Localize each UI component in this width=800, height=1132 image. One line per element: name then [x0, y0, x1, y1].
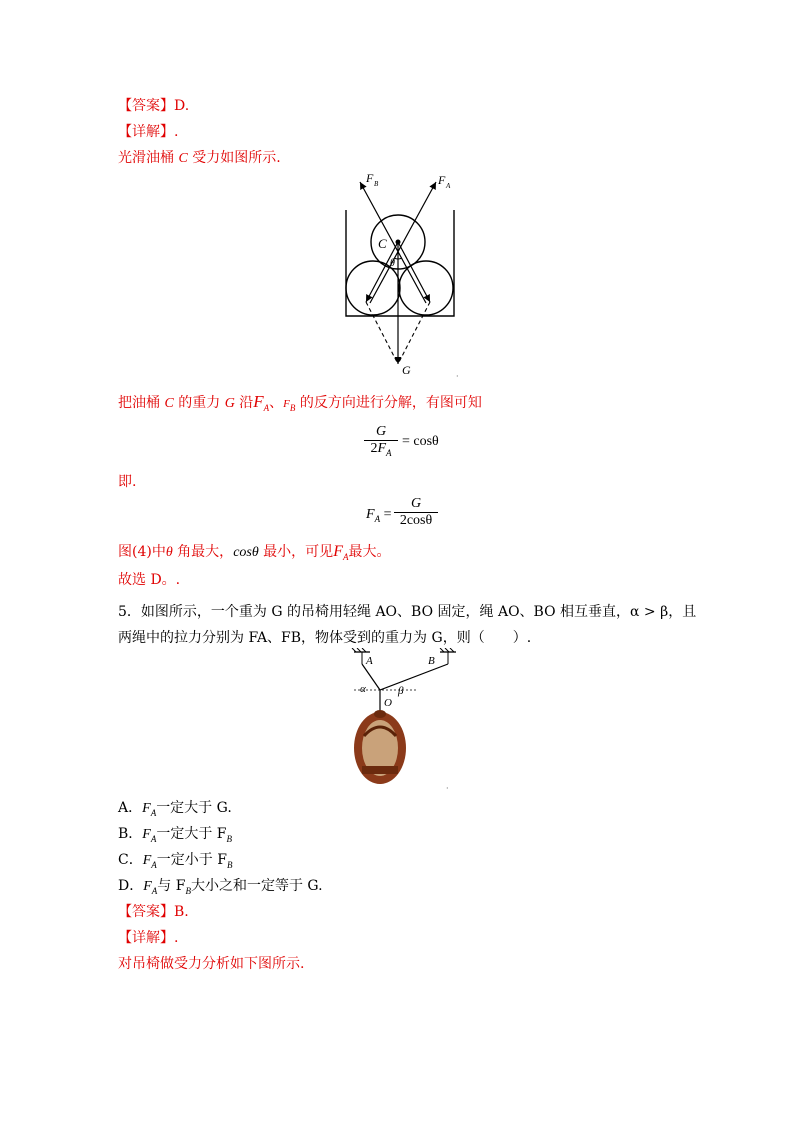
option-letter: B． [118, 826, 143, 842]
answer-line-1 [118, 96, 189, 116]
decomp-left-arrow [366, 242, 398, 302]
eq: = [383, 507, 392, 522]
sub: A [151, 885, 158, 896]
sub: B [185, 885, 191, 896]
dot-mark: · [456, 372, 459, 381]
var-c: C [178, 151, 188, 166]
text: 沿 [234, 395, 254, 411]
option-letter: D． [118, 878, 144, 894]
option-d[interactable] [118, 876, 323, 901]
sub: A [150, 833, 157, 844]
label-fa-sub: A [446, 182, 451, 190]
answer-value: B. [174, 904, 189, 920]
label-c: C [378, 236, 387, 251]
var-cos: cosθ [233, 545, 259, 560]
detail-line-1 [118, 122, 178, 142]
sub: A [150, 807, 157, 818]
text: 受力如图所示. [187, 150, 281, 166]
label-alpha: α [360, 683, 366, 695]
answer-tag: 【答案】 [118, 904, 174, 920]
text: 最大。 [348, 544, 391, 560]
text: 的反方向进行分解，有图可知 [295, 395, 482, 411]
label-a: A [366, 655, 373, 667]
formula2-lhs [366, 507, 391, 524]
answer-line-2 [118, 902, 189, 922]
ji-line: 即. [118, 474, 137, 490]
label-b: B [428, 655, 435, 667]
text: 一定小于 F [156, 852, 227, 868]
den-pre: 2 [370, 441, 378, 456]
var-fa: F [253, 392, 264, 411]
detail-tag: 【详解】 [118, 930, 174, 946]
option-c[interactable] [118, 850, 232, 875]
formula2-fraction [394, 496, 438, 529]
numerator: G [410, 496, 422, 511]
label-beta: β [398, 685, 404, 697]
question5-line1: 5．如图所示，一个重为 G 的吊椅用轻绳 AO、BO 固定，绳 AO、BO 相互垂直，α > β，且 [118, 604, 697, 620]
detail-value: . [174, 930, 179, 946]
label-fb-sub: B [374, 180, 379, 188]
option-b[interactable] [118, 824, 232, 849]
option-letter: C． [118, 852, 143, 868]
lhs-sub: A [374, 513, 381, 524]
text: 图(4)中 [118, 544, 166, 560]
text: 大小之和一定等于 G. [190, 878, 323, 894]
var-c: C [164, 396, 174, 411]
decomp-right-arrow [398, 242, 430, 302]
decompose-line [118, 392, 482, 418]
text: 把油桶 [118, 395, 165, 411]
dot-mark: · [446, 784, 449, 793]
option-a[interactable] [118, 798, 232, 823]
answer-tag: 【答案】 [118, 98, 174, 114]
detail-tag: 【详解】 [118, 124, 174, 140]
text: 与 F [157, 878, 186, 894]
label-fb: F [366, 171, 374, 185]
numerator: G [375, 424, 387, 439]
var-fa: F [333, 543, 343, 560]
dashed-left [366, 302, 398, 364]
text: 的重力 [173, 395, 225, 411]
sub: B [226, 833, 233, 844]
var-fa-sub: A [342, 551, 349, 562]
var-theta: θ [165, 545, 173, 560]
dashed-right [398, 302, 430, 364]
var-fb-sub: B [289, 402, 296, 413]
question5-line2: 两绳中的拉力分别为 FA、FB，物体受到的重力为 G，则（ ）. [118, 630, 532, 646]
var-g: G [224, 396, 235, 411]
text: 最小，可见 [258, 544, 334, 560]
formula1-rhs: = cosθ [402, 434, 439, 449]
var-fa-sub: A [263, 402, 270, 413]
conclusion-line [118, 542, 390, 567]
rope-bo [380, 664, 448, 690]
label-o: O [384, 697, 392, 709]
choose-line: 故选 D。. [118, 572, 181, 588]
var: F [143, 879, 152, 894]
sub: A [151, 859, 157, 870]
denominator: 2cosθ [399, 513, 433, 528]
den-var: F [377, 441, 387, 456]
detail-value: . [174, 124, 179, 140]
lhs: F [366, 507, 375, 522]
sub: B [226, 859, 233, 870]
oil-barrel-line [118, 148, 281, 169]
text: 角最大， [172, 544, 234, 560]
text: 、 [269, 395, 284, 411]
last-line: 对吊椅做受力分析如下图所示. [118, 956, 305, 972]
fb-arrow [360, 182, 426, 303]
option-letter: A． [118, 800, 143, 816]
den-sub: A [386, 447, 392, 458]
var: F [142, 827, 151, 842]
formula1-fraction [364, 424, 398, 458]
text: 一定大于 F [156, 826, 227, 842]
label-g: G [402, 363, 411, 377]
var-fb: F [283, 398, 290, 410]
answer-value: D. [174, 98, 190, 114]
detail-line-2 [118, 928, 178, 948]
oil-barrel-force-diagram [330, 168, 470, 378]
label-theta: θ [390, 258, 395, 269]
text: 光滑油桶 [118, 150, 179, 166]
hanging-chair-diagram [340, 648, 470, 793]
text: 一定大于 G. [156, 800, 232, 816]
var: F [142, 853, 152, 868]
var: F [142, 801, 151, 816]
label-fa: F [438, 173, 446, 187]
